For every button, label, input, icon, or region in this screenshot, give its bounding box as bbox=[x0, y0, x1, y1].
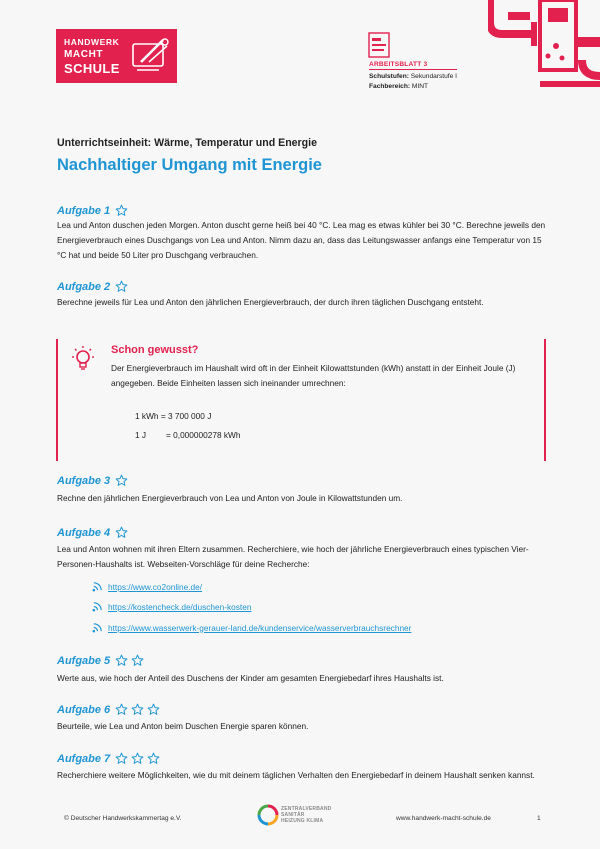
worksheet-badge-icon bbox=[368, 32, 390, 58]
web-signal-icon bbox=[92, 601, 103, 612]
footer-organization: ZENTRALVERBAND SANITÄR HEIZUNG KLIMA bbox=[281, 806, 332, 824]
worksheet-title: ARBEITSBLATT 3 bbox=[369, 61, 428, 68]
star-icon bbox=[131, 703, 144, 716]
star-icon bbox=[115, 474, 128, 487]
difficulty-stars bbox=[115, 280, 128, 293]
did-you-know-box bbox=[56, 339, 546, 461]
star-icon bbox=[147, 752, 160, 765]
star-icon bbox=[131, 752, 144, 765]
task-4-text: Lea und Anton wohnen mit ihren Eltern zusammen. Recherchiere, wie hoch der jährliche Energieverbrauch eines typischen Vier-Personen-Haushalts ist. Webseiten-Vorschläge für deine Recherche: bbox=[57, 544, 529, 569]
task-3-text: Rechne den jährlichen Energieverbrauch von Lea und Anton von Joule in Kilowattstunden um. bbox=[57, 493, 403, 503]
task-2-text: Berechne jeweils für Lea und Anton den jährlichen Energieverbrauch, der durch ihren täglichen Duschgang entsteht. bbox=[57, 297, 484, 307]
task-7-heading: Aufgabe 7 bbox=[57, 752, 160, 765]
star-icon bbox=[115, 654, 128, 667]
task-5-heading: Aufgabe 5 bbox=[57, 654, 144, 667]
task-1-heading: Aufgabe 1 bbox=[57, 204, 128, 217]
task-3-heading: Aufgabe 3 bbox=[57, 474, 128, 487]
handwerk-macht-schule-logo bbox=[56, 29, 177, 83]
star-icon bbox=[115, 526, 128, 539]
logo-line-3: SCHULE bbox=[64, 61, 120, 76]
difficulty-stars bbox=[115, 654, 144, 667]
tools-icon bbox=[129, 36, 171, 76]
difficulty-stars bbox=[115, 526, 128, 539]
footer-copyright: © Deutscher Handwerkskammertag e.V. bbox=[64, 815, 182, 822]
plumbing-illustration-icon bbox=[488, 0, 600, 92]
difficulty-stars bbox=[115, 204, 128, 217]
lightbulb-icon bbox=[69, 345, 97, 373]
task-1-text: Lea und Anton duschen jeden Morgen. Anton duscht gerne heiß bei 40 °C. Lea mag es etwas kühler bei 30 °C. Berechne jeweils den Energieverbrauch eines Duschgangs von Lea und Anton. Nimm dazu an, dass das Leitungswasser anfangs eine Temperatur von 15 °C hat und beide 50 Liter pro Duschgang verbrauchen. bbox=[57, 220, 546, 260]
footer-website: www.handwerk-macht-schule.de bbox=[396, 815, 491, 822]
task-7-text: Recherchiere weitere Möglichkeiten, wie du mit deinem täglichen Verhalten den Energiebedarf in deinem Haushalt senken kannst. bbox=[57, 770, 535, 780]
web-signal-icon bbox=[92, 622, 103, 633]
star-icon bbox=[147, 703, 160, 716]
meta-school-level: Schulstufen: Sekundarstufe I bbox=[369, 73, 457, 80]
info-box-title: Schon gewusst? bbox=[111, 344, 199, 356]
star-icon bbox=[115, 752, 128, 765]
link-item-2 bbox=[92, 601, 251, 612]
info-box-text: Der Energieverbrauch im Haushalt wird oft in der Einheit Kilowattstunden (kWh) anstatt in der Einheit Joule (J) angegeben. Beide Einheiten lassen sich ineinander umrechnen: bbox=[111, 363, 516, 388]
logo-line-1: HANDWERK bbox=[64, 37, 120, 47]
star-icon bbox=[115, 204, 128, 217]
zvshk-logo-icon bbox=[257, 804, 279, 826]
task-6-heading: Aufgabe 6 bbox=[57, 703, 160, 716]
link-wasserwerk[interactable]: https://www.wasserwerk-gerauer-land.de/kundenservice/wasserverbrauchsrechner bbox=[108, 622, 412, 633]
conversion-kwh: 1 kWh = 3 700 000 J bbox=[135, 411, 212, 421]
page-number: 1 bbox=[537, 815, 541, 822]
worksheet-title-rule bbox=[369, 69, 457, 70]
web-signal-icon bbox=[92, 581, 103, 592]
star-icon bbox=[115, 280, 128, 293]
difficulty-stars bbox=[115, 703, 160, 716]
page-title: Nachhaltiger Umgang mit Energie bbox=[57, 156, 322, 174]
difficulty-stars bbox=[115, 474, 128, 487]
link-item-1 bbox=[92, 581, 202, 592]
conversion-joule: 1 J = 0,000000278 kWh bbox=[135, 430, 241, 440]
meta-subject: Fachbereich: MINT bbox=[369, 83, 429, 90]
task-6-text: Beurteile, wie Lea und Anton beim Duschen Energie sparen können. bbox=[57, 721, 309, 731]
star-icon bbox=[115, 703, 128, 716]
star-icon bbox=[131, 654, 144, 667]
task-4-heading: Aufgabe 4 bbox=[57, 526, 128, 539]
difficulty-stars bbox=[115, 752, 160, 765]
link-co2online[interactable]: https://www.co2online.de/ bbox=[108, 581, 203, 592]
task-2-heading: Aufgabe 2 bbox=[57, 280, 128, 293]
task-5-text: Werte aus, wie hoch der Anteil des Duschens der Kinder am gesamten Energiebedarf ihres Haushalts ist. bbox=[57, 673, 444, 683]
link-item-3 bbox=[92, 622, 411, 633]
link-kostencheck[interactable]: https://kostencheck.de/duschen-kosten bbox=[108, 601, 252, 612]
logo-line-2: MACHT bbox=[64, 49, 104, 60]
unit-label: Unterrichtseinheit: Wärme, Temperatur und Energie bbox=[57, 137, 317, 149]
